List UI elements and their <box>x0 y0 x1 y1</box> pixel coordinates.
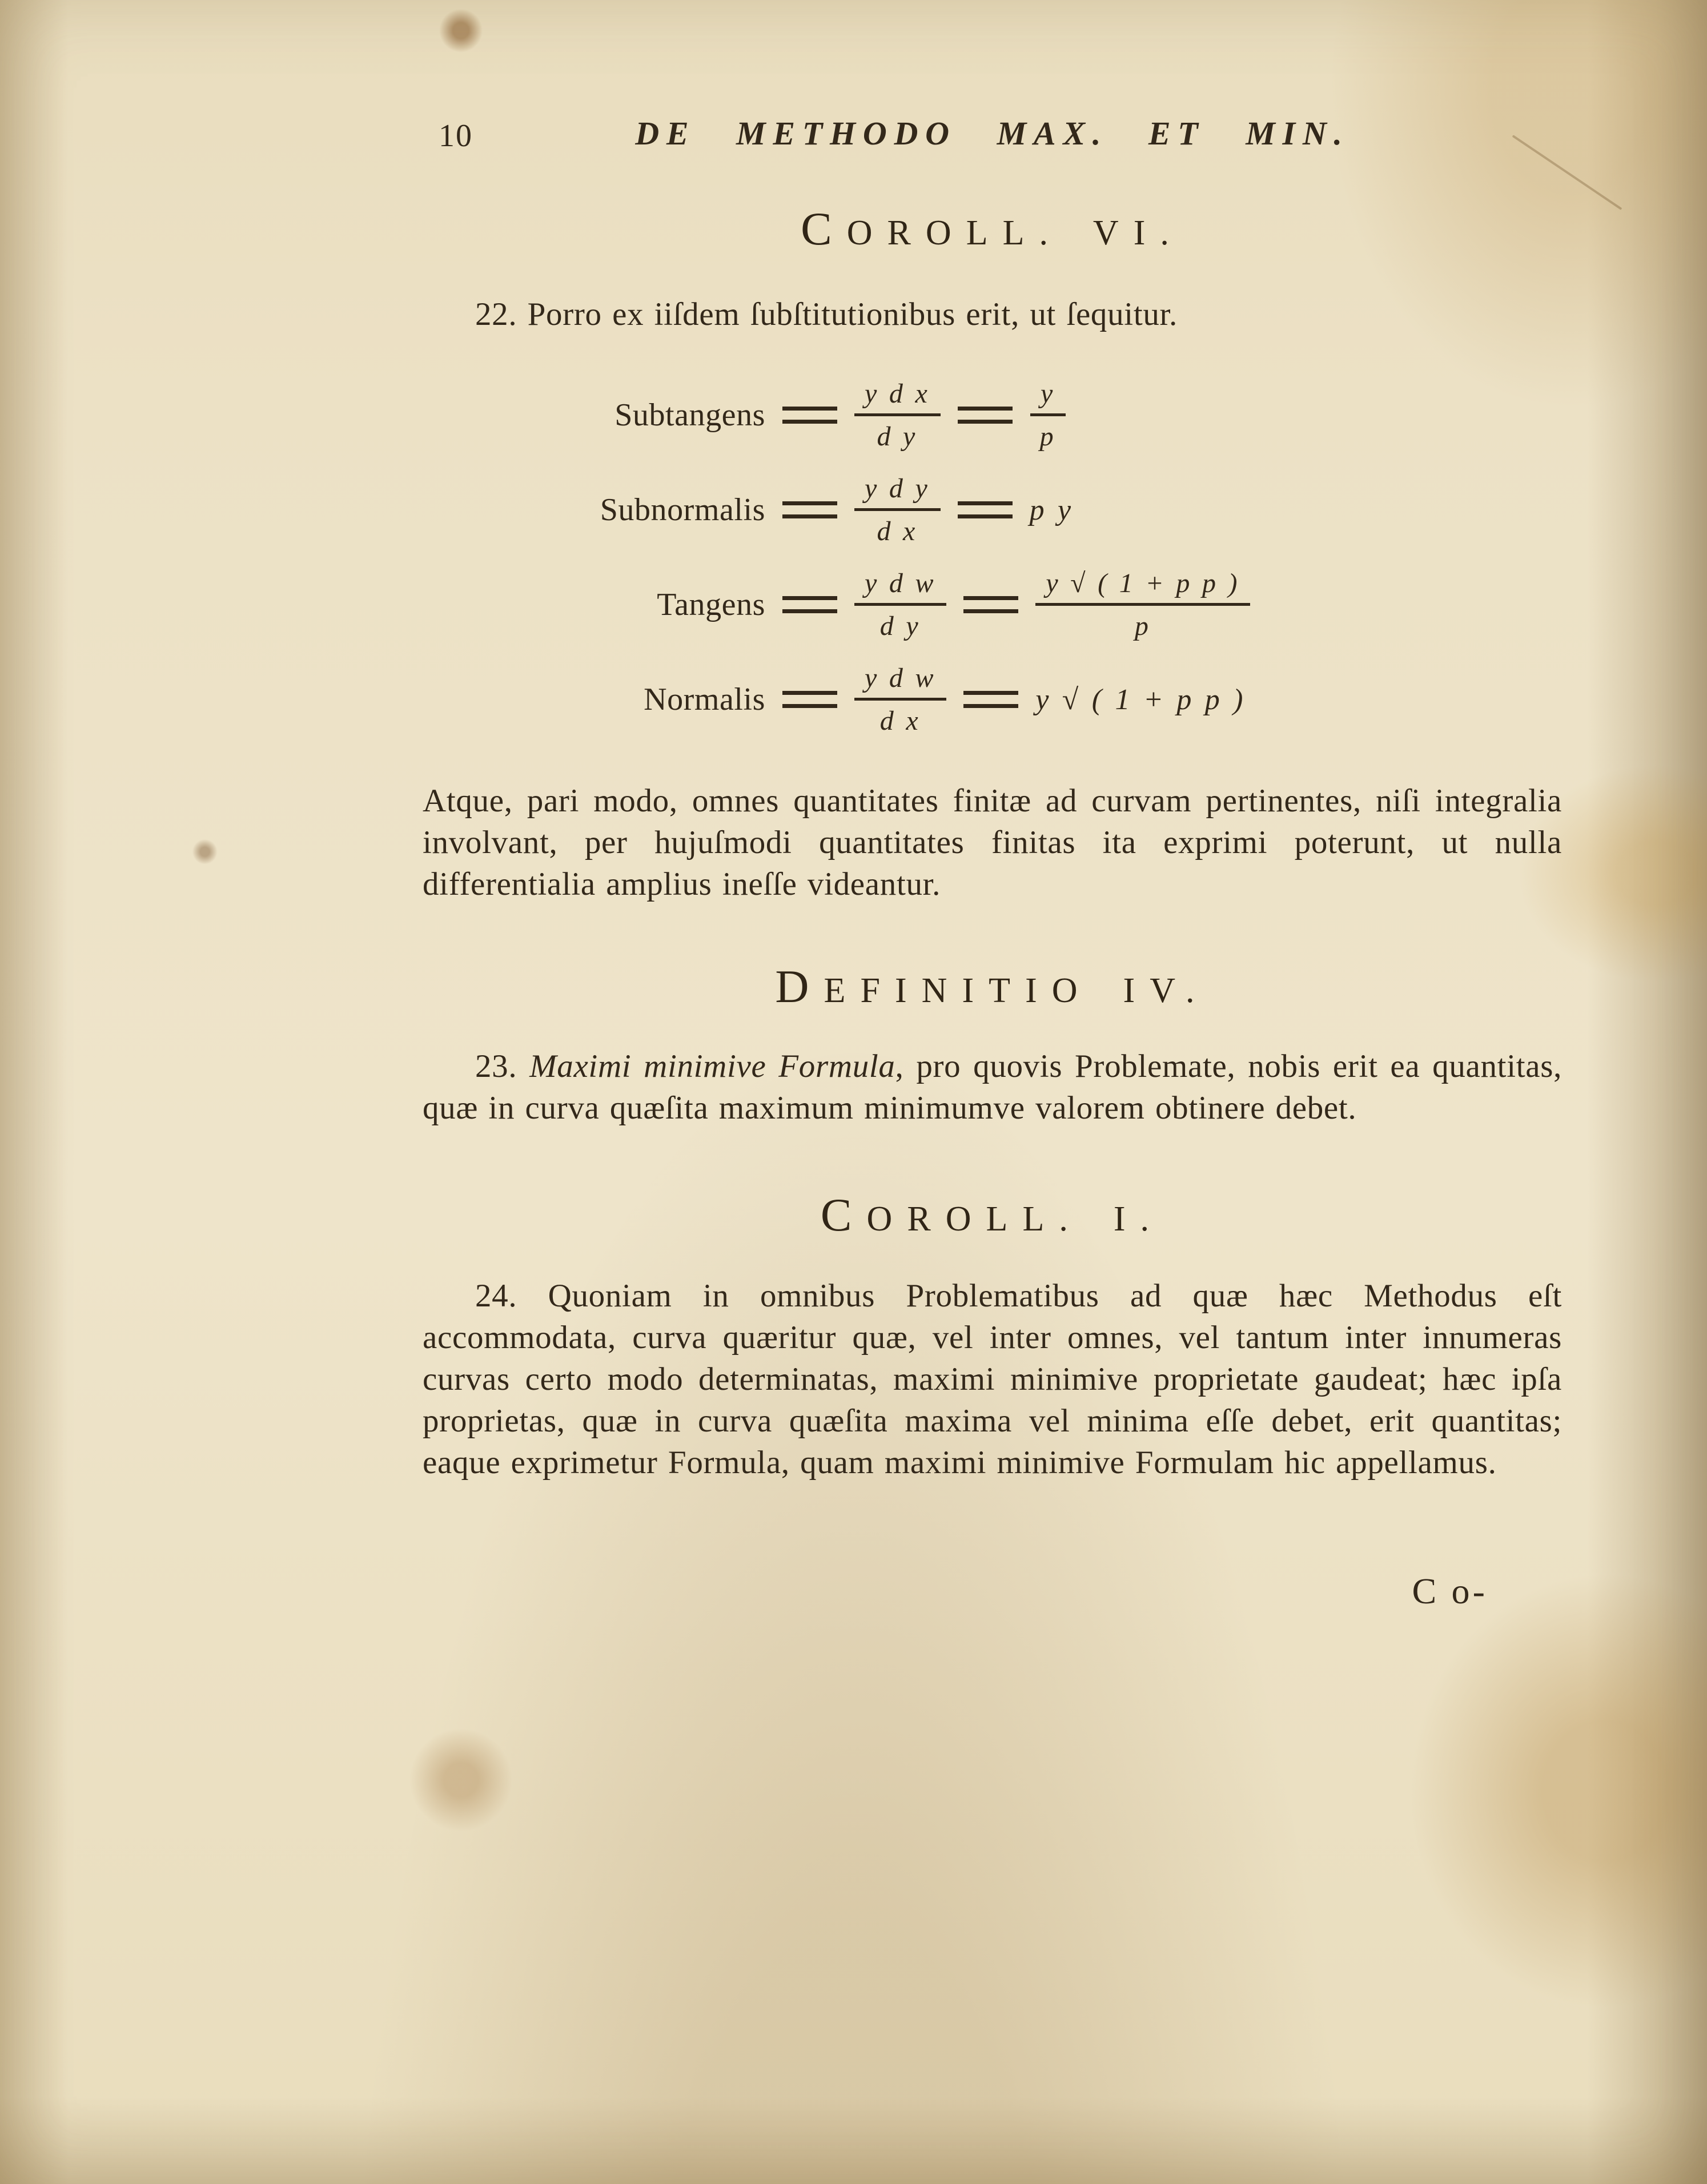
heading-coroll-i: COROLL. I. <box>820 1189 1164 1241</box>
fraction-lhs <box>854 569 946 641</box>
running-title: DE METHODO MAX. ET MIN. <box>635 115 1349 152</box>
formula-rhs: y √ ( 1 + p p ) <box>1035 683 1246 716</box>
heading-coroll-vi: COROLL. VI. <box>801 203 1184 255</box>
equals-sign <box>782 691 837 708</box>
fraction-rhs <box>1030 379 1067 452</box>
paragraph-23 <box>423 1045 1562 1129</box>
equals-sign <box>782 596 837 613</box>
running-head <box>423 114 1562 160</box>
fraction-denominator: d x <box>877 516 918 546</box>
formula-label: Subtangens <box>614 397 765 433</box>
formula-row-tangens <box>423 557 1562 652</box>
equals-sign <box>963 691 1018 708</box>
paragraph-23-italic-phrase: Maximi minimive Formula <box>529 1048 895 1084</box>
paragraph-23-rest: , pro quovis Problemate, nobis erit ea quantitas, quæ in curva quæſita maximum minimumve valorem obtinere debet. <box>423 1048 1563 1126</box>
page-content <box>423 114 1562 1612</box>
fraction-denominator: d y <box>877 421 918 452</box>
formula-label: Subnormalis <box>600 492 765 528</box>
formula-rhs: p y <box>1029 493 1074 526</box>
equals-sign <box>958 407 1013 424</box>
fraction-denominator: p <box>1134 610 1151 641</box>
fraction-numerator: y d w <box>854 663 946 701</box>
paragraph-22: 22. Porro ex iiſdem ſubſtitutionibus erit, ut ſequitur. <box>475 296 1178 332</box>
fraction-numerator: y d y <box>854 474 941 511</box>
paragraph-24: 24. Quoniam in omnibus Problematibus ad quæ hæc Methodus eſt accommodata, curva quæritur quæ, vel inter omnes, vel tantum inter innumeras curvas certo modo determinatas, maximi minimive proprietate gaudeat; hæc ipſa proprietas, quæ in curva quæſita maxima vel minima eſſe debet, erit quantitas; eaque exprimetur Formula, quam maximi minimive Formulam hic appellamus. <box>423 1278 1562 1481</box>
paragraph-23-lead: 23. <box>475 1048 530 1084</box>
fraction-lhs <box>854 474 941 546</box>
page-number: 10 <box>439 118 473 154</box>
equals-sign <box>782 407 837 424</box>
fraction-denominator: p <box>1039 421 1057 452</box>
catchword: C o- <box>1412 1571 1488 1611</box>
equals-sign <box>963 596 1018 613</box>
heading-definitio-iv: DEFINITIO IV. <box>775 960 1210 1012</box>
formula-row-normalis <box>423 652 1562 747</box>
formula-label: Normalis <box>644 682 765 717</box>
fraction-numerator: y √ ( 1 + p p ) <box>1035 569 1250 606</box>
fraction-numerator: y <box>1030 379 1066 416</box>
fraction-denominator: d x <box>879 705 921 736</box>
paragraph-atque: Atque, pari modo, omnes quantitates finitæ ad curvam pertinentes, niſi integralia involvant, per hujuſmodi quantitates finitas ita exprimi poterunt, ut nulla differentialia amplius ineſſe videantur. <box>423 783 1562 902</box>
equals-sign <box>782 501 837 518</box>
fraction-numerator: y d w <box>854 569 946 606</box>
formula-row-subnormalis <box>423 462 1562 557</box>
formula-label: Tangens <box>657 587 765 622</box>
formula-row-subtangens <box>423 368 1562 462</box>
formula-block <box>423 368 1562 747</box>
fraction-lhs <box>854 379 941 452</box>
equals-sign <box>958 501 1013 518</box>
fraction-denominator: d y <box>879 610 921 641</box>
fraction-numerator: y d x <box>854 379 941 416</box>
fraction-rhs <box>1035 569 1250 641</box>
fraction-lhs <box>854 663 946 736</box>
